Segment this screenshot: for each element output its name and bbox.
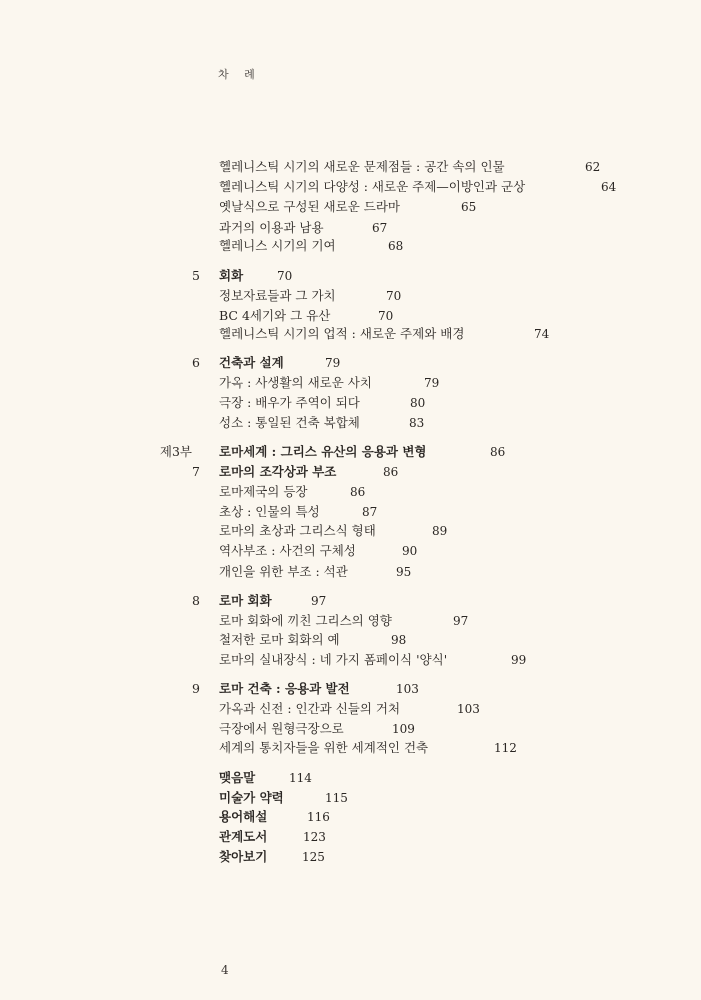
toc-entry-page: 74 <box>534 327 550 341</box>
toc-entry-page: 95 <box>396 565 412 579</box>
toc-entry <box>0 197 701 217</box>
toc-entry-page: 125 <box>302 850 325 864</box>
toc-entry-page: 98 <box>391 633 407 647</box>
toc-entry-page: 116 <box>307 810 330 824</box>
toc-entry-page: 70 <box>378 309 394 323</box>
toc-entry-title: 로마 회화에 끼친 그리스의 영향 <box>219 613 392 628</box>
toc-entry-page: 103 <box>396 682 419 696</box>
toc-entry <box>0 738 701 758</box>
toc-entry-title: 역사부조 : 사건의 구체성 <box>219 543 356 558</box>
toc-entry-title: 헬레니스 시기의 기여 <box>219 238 336 253</box>
toc-entry-title: 로마제국의 등장 <box>219 484 308 499</box>
toc-entry <box>0 218 701 238</box>
toc-entry <box>0 502 701 522</box>
toc-entry <box>0 679 701 699</box>
toc-entry-page: 115 <box>325 791 348 805</box>
toc-entry-page: 89 <box>432 524 448 538</box>
toc-entry <box>0 373 701 393</box>
toc-entry <box>0 393 701 413</box>
toc-entry-page: 87 <box>362 505 378 519</box>
toc-entry <box>0 788 701 808</box>
toc-entry-title: 극장에서 원형극장으로 <box>219 721 344 736</box>
toc-entry-page: 99 <box>511 653 527 667</box>
toc-entry <box>0 847 701 867</box>
toc-entry-title: 로마의 조각상과 부조 <box>219 464 337 479</box>
toc-entry-title: 성소 : 통일된 건축 복합체 <box>219 415 360 430</box>
toc-entry <box>0 266 701 286</box>
toc-entry-title: 로마 건축 : 응용과 발전 <box>219 681 350 696</box>
toc-entry-title: 초상 : 인물의 특성 <box>219 504 320 519</box>
toc-entry-page: 86 <box>383 465 399 479</box>
toc-entry-title: 가옥 : 사생활의 새로운 사치 <box>219 375 372 390</box>
toc-entry-title: 헬레니스틱 시기의 업적 : 새로운 주제와 배경 <box>219 326 465 341</box>
toc-entry-page: 109 <box>392 722 415 736</box>
toc-entry <box>0 157 701 177</box>
toc-entry-number: 제3부 <box>159 444 192 459</box>
toc-entry <box>0 442 701 462</box>
toc-entry-page: 97 <box>453 614 469 628</box>
toc-entry <box>0 768 701 788</box>
toc-entry-title: 맺음말 <box>219 770 256 785</box>
toc-entry-page: 123 <box>303 830 326 844</box>
toc-entry-number: 6 <box>192 355 200 370</box>
toc-entry <box>0 541 701 561</box>
toc-entry <box>0 650 701 670</box>
toc-entry-title: 용어해설 <box>219 809 268 824</box>
toc-entry-number: 9 <box>192 681 200 696</box>
toc-entry-title: 극장 : 배우가 주역이 되다 <box>219 395 360 410</box>
toc-entry <box>0 286 701 306</box>
toc-entry-title: 헬레니스틱 시기의 다양성 : 새로운 주제—이방인과 군상 <box>219 179 526 194</box>
toc-entry-number: 7 <box>192 464 200 479</box>
toc-entry-title: BC 4세기와 그 유산 <box>219 308 331 323</box>
toc-entry <box>0 177 701 197</box>
toc-entry-title: 철저한 로마 회화의 예 <box>219 632 340 647</box>
page-header: 차 례 <box>218 68 261 81</box>
toc-entry <box>0 807 701 827</box>
toc-entry-page: 65 <box>461 200 477 214</box>
toc-entry-title: 옛날식으로 구성된 새로운 드라마 <box>219 199 400 214</box>
toc-entry-page: 114 <box>289 771 312 785</box>
toc-entry-page: 97 <box>311 594 327 608</box>
toc-entry-title: 로마의 초상과 그리스식 형태 <box>219 523 376 538</box>
toc-entry-title: 미술가 약력 <box>219 790 284 805</box>
toc-entry-page: 79 <box>325 356 341 370</box>
toc-entry <box>0 719 701 739</box>
toc-entry <box>0 353 701 373</box>
toc-entry-title: 가옥과 신전 : 인간과 신들의 거처 <box>219 701 401 716</box>
toc-entry <box>0 630 701 650</box>
toc-entry <box>0 236 701 256</box>
toc-entry-title: 세계의 통치자들을 위한 세계적인 건축 <box>219 740 429 755</box>
toc-entry-title: 로마 회화 <box>219 593 272 608</box>
toc-entry <box>0 306 701 326</box>
page-number: 4 <box>221 963 229 977</box>
toc-entry-title: 개인을 위한 부조 : 석관 <box>219 564 348 579</box>
toc-entry <box>0 699 701 719</box>
toc-entry <box>0 521 701 541</box>
toc-entry-page: 80 <box>410 396 426 410</box>
toc-entry-page: 79 <box>424 376 440 390</box>
toc-entry <box>0 611 701 631</box>
toc-entry-page: 67 <box>372 221 388 235</box>
toc-entry-title: 헬레니스틱 시기의 새로운 문제점들 : 공간 속의 인물 <box>219 159 505 174</box>
toc-entry-title: 회화 <box>219 268 244 283</box>
toc-entry-page: 83 <box>409 416 425 430</box>
toc-entry-page: 70 <box>386 289 402 303</box>
toc-entry-page: 70 <box>277 269 293 283</box>
toc-entry-title: 로마의 실내장식 : 네 가지 폼페이식 '양식' <box>219 652 448 667</box>
toc-entry-number: 8 <box>192 593 200 608</box>
toc-entry <box>0 827 701 847</box>
toc-entry-title: 과거의 이용과 남용 <box>219 220 324 235</box>
toc-entry-title: 정보자료들과 그 가치 <box>219 288 336 303</box>
toc-entry <box>0 462 701 482</box>
toc-entry <box>0 482 701 502</box>
toc-entry-page: 86 <box>350 485 366 499</box>
toc-entry <box>0 324 701 344</box>
toc-entry-title: 관계도서 <box>219 829 268 844</box>
toc-entry-page: 62 <box>585 160 601 174</box>
toc-entry-page: 112 <box>494 741 517 755</box>
toc-entry-title: 로마세계 : 그리스 유산의 응용과 변형 <box>219 444 427 459</box>
toc-entry <box>0 562 701 582</box>
toc-entry-page: 68 <box>388 239 404 253</box>
toc-entry-page: 90 <box>402 544 418 558</box>
toc-entry-number: 5 <box>192 268 200 283</box>
toc-entry <box>0 591 701 611</box>
toc-entry-page: 86 <box>490 445 506 459</box>
toc-entry-page: 103 <box>457 702 480 716</box>
toc-entry-title: 건축과 설계 <box>219 355 284 370</box>
toc-entry <box>0 413 701 433</box>
toc-entry-page: 64 <box>601 180 617 194</box>
toc-entry-title: 찾아보기 <box>219 849 268 864</box>
